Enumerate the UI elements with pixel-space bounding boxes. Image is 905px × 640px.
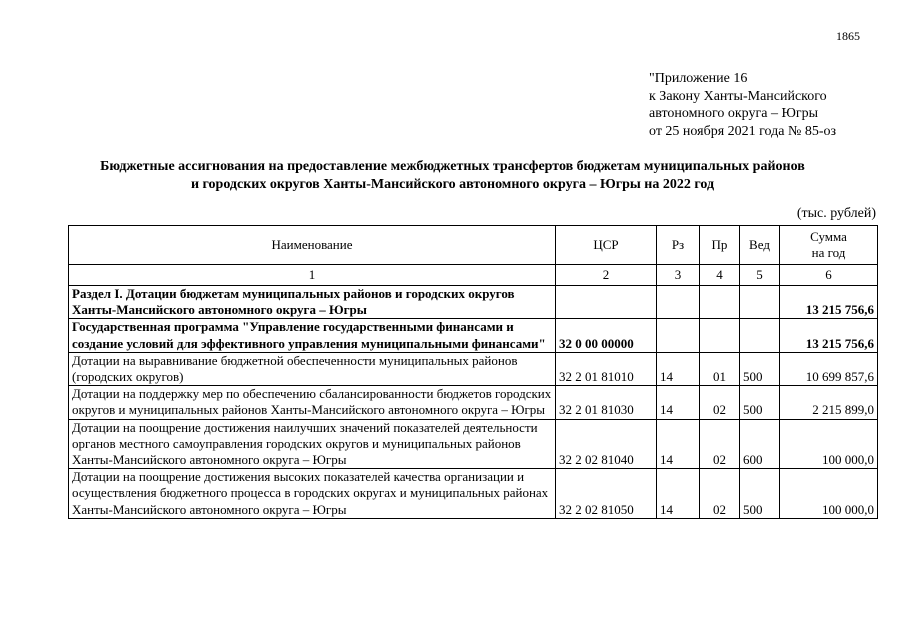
row-csr: 32 2 01 81030 xyxy=(556,386,657,419)
header-sum xyxy=(780,226,878,265)
row-rz xyxy=(657,319,700,352)
appendix-reference xyxy=(649,70,836,140)
row-rz: 14 xyxy=(657,469,700,519)
row-pr: 02 xyxy=(700,469,740,519)
units-note: (тыс. рублей) xyxy=(796,206,876,221)
budget-table xyxy=(68,225,878,519)
row-csr: 32 2 01 81010 xyxy=(556,352,657,385)
appendix-line: от 25 ноября 2021 года № 85-оз xyxy=(649,123,837,139)
row-name: Дотации на поощрение достижения высоких показателей качества организации и осуществления бюджетного процесса в городских округах и муниципальных районах Ханты-Мансийского автономного округа – Югры xyxy=(69,469,556,519)
row-ved: 500 xyxy=(740,469,780,519)
appendix-line: "Приложение 16 xyxy=(649,71,748,86)
row-ved xyxy=(740,319,780,352)
appendix-line: к Закону Ханты-Мансийского xyxy=(649,88,827,104)
row-pr: 02 xyxy=(700,386,740,419)
row-rz: 14 xyxy=(657,352,700,385)
document-title xyxy=(40,158,865,194)
column-number: 3 xyxy=(657,265,700,286)
table-row xyxy=(69,469,878,519)
column-number: 2 xyxy=(556,265,657,286)
row-name: Дотации на выравнивание бюджетной обеспеченности муниципальных районов (городских округов) xyxy=(69,352,556,385)
table-row xyxy=(69,286,878,319)
row-name: Раздел I. Дотации бюджетам муниципальных районов и городских округов Ханты-Мансийского автономного округа – Югры xyxy=(69,286,556,319)
row-sum: 10 699 857,6 xyxy=(780,352,878,385)
table-row xyxy=(69,352,878,385)
row-name: Государственная программа "Управление государственными финансами и создание условий для эффективного управления муниципальными финансами" xyxy=(69,319,556,352)
appendix-line: автономного округа – Югры xyxy=(649,106,818,121)
header-name: Наименование xyxy=(69,226,556,265)
row-csr: 32 2 02 81050 xyxy=(556,469,657,519)
row-csr: 32 2 02 81040 xyxy=(556,419,657,469)
table-row xyxy=(69,419,878,469)
header-ved: Вед xyxy=(740,226,780,265)
table-header-row xyxy=(69,226,878,265)
row-ved: 500 xyxy=(740,352,780,385)
title-line: Бюджетные ассигнования на предоставление межбюджетных трансфертов бюджетам муниципальных районов xyxy=(100,159,805,174)
row-ved: 500 xyxy=(740,386,780,419)
row-rz xyxy=(657,286,700,319)
row-name: Дотации на поощрение достижения наилучших значений показателей деятельности органов местного самоуправления городских округов и муниципальных районов Ханты-Мансийского автономного округа – Югры xyxy=(69,419,556,469)
row-pr xyxy=(700,286,740,319)
table-row xyxy=(69,386,878,419)
page-number: 1865 xyxy=(836,29,860,43)
header-sum-line: Сумма xyxy=(810,228,847,244)
row-csr xyxy=(556,286,657,319)
row-name: Дотации на поддержку мер по обеспечению сбалансированности бюджетов городских округов и муниципальных районов Ханты-Мансийского автономного округа – Югры xyxy=(69,386,556,419)
header-csr: ЦСР xyxy=(556,226,657,265)
row-csr: 32 0 00 00000 xyxy=(556,319,657,352)
row-pr xyxy=(700,319,740,352)
header-rz: Рз xyxy=(657,226,700,265)
row-sum: 13 215 756,6 xyxy=(780,319,878,352)
row-rz: 14 xyxy=(657,419,700,469)
row-pr: 01 xyxy=(700,352,740,385)
header-sum-line: на год xyxy=(811,245,846,260)
table-row xyxy=(69,319,878,352)
row-ved xyxy=(740,286,780,319)
column-number-row xyxy=(69,265,878,286)
row-sum: 100 000,0 xyxy=(780,419,878,469)
column-number: 5 xyxy=(740,265,780,286)
header-pr: Пр xyxy=(700,226,740,265)
column-number: 1 xyxy=(69,265,556,286)
row-sum: 13 215 756,6 xyxy=(780,286,878,319)
row-rz: 14 xyxy=(657,386,700,419)
row-pr: 02 xyxy=(700,419,740,469)
row-sum: 100 000,0 xyxy=(780,469,878,519)
column-number: 6 xyxy=(780,265,878,286)
column-number: 4 xyxy=(700,265,740,286)
row-sum: 2 215 899,0 xyxy=(780,386,878,419)
title-line: и городских округов Ханты-Мансийского автономного округа – Югры на 2022 год xyxy=(190,177,715,192)
row-ved: 600 xyxy=(740,419,780,469)
